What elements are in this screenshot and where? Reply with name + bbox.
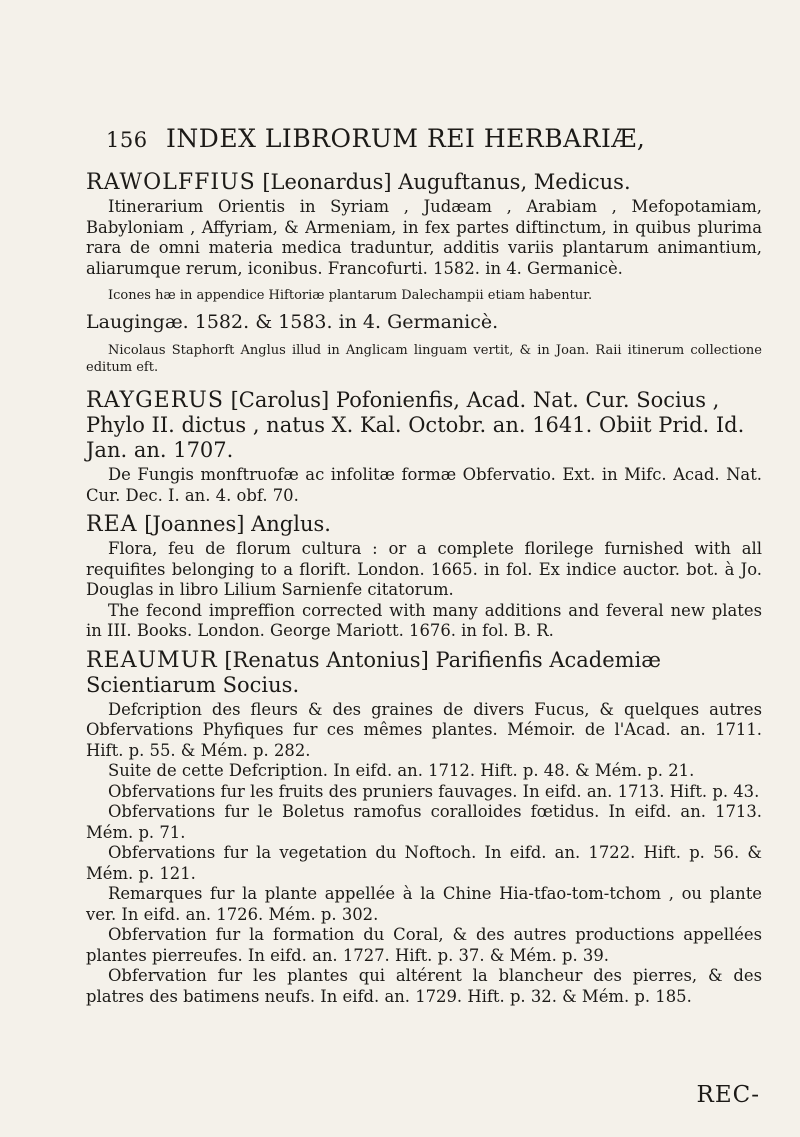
entry-paragraph: Obfervations fur les fruits des pruniers fauvages. In eifd. an. 1713. Hift. p. 43.: [108, 781, 760, 801]
entry-author-name: RAWOLFFIUS: [86, 170, 256, 195]
index-entry-rea: [86, 512, 762, 642]
entry-author-details: [Renatus Antonius] Parifienfis Academiæ Scientiarum Socius.: [86, 647, 662, 697]
entry-note: Icones hæ in appendice Hiftoriæ plantarum Dalechampii etiam habentur.: [108, 288, 593, 303]
index-entry-reaumur: [86, 648, 762, 1008]
index-entry-raygerus: [86, 388, 762, 506]
running-title: INDEX LIBRORUM REI HERBARIÆ,: [166, 124, 646, 153]
entry-paragraph: Obfervation fur les plantes qui altérent la blancheur des pierres, & des platres des batimens neufs. In eifd. an. 1729. Hift. p. 32. & Mém. p. 185.: [86, 966, 762, 1006]
entry-paragraph: De Fungis monftruofæ ac infolitæ formæ Obfervatio. Ext. in Mifc. Acad. Nat. Cur. Dec. I. an. 4. obf. 70.: [86, 465, 762, 505]
entry-heading: [86, 388, 762, 463]
entry-author-details: [Leonardus] Auguftanus, Medicus.: [255, 170, 631, 194]
entry-author-name: REA: [86, 512, 138, 537]
entry-author-details: [Joannes] Anglus.: [137, 512, 331, 536]
entry-paragraph: Itinerarium Orientis in Syriam , Judæam , Arabiam , Mefopotamiam, Babyloniam , Affyriam, & Armeniam, in fex partes diftinctum, in quibus plurima rara de omni materia medica traduntur, additis variis plantarum animantium, aliarumque rerum, iconibus. Francofurti. 1582. in 4. Germanicè.: [86, 197, 762, 278]
catchword: REC-: [696, 1082, 760, 1108]
entry-paragraph: Obfervations fur la vegetation du Noftoch. In eifd. an. 1722. Hift. p. 56. & Mém. p. 121.: [86, 843, 762, 883]
entry-paragraph: Suite de cette Defcription. In eifd. an. 1712. Hift. p. 48. & Mém. p. 21.: [108, 761, 695, 780]
entry-paragraph: Obfervation fur la formation du Coral, & des autres productions appellées plantes pierreufes. In eifd. an. 1727. Hift. p. 37. & Mém. p. 39.: [86, 925, 762, 965]
entry-heading: [86, 512, 762, 537]
entry-paragraph: The fecond impreffion corrected with many additions and feveral new plates in III. Books. London. George Mariott. 1676. in fol. B. R.: [86, 600, 762, 640]
index-entry-rawolffius: [86, 170, 762, 376]
entry-author-name: RAYGERUS: [86, 388, 224, 413]
page-number: 156: [106, 128, 148, 152]
entry-note: Nicolaus Staphorft Anglus illud in Anglicam linguam vertit, & in Joan. Raii itinerum collectione editum eft.: [86, 343, 762, 375]
entry-paragraph: Defcription des fleurs & des graines de divers Fucus, & quelques autres Obfervations Phyfiques fur ces mêmes plantes. Mémoir. de l'Acad. an. 1711. Hift. p. 55. & Mém. p. 282.: [86, 699, 762, 760]
entry-paragraph: Flora, feu de florum cultura : or a complete florilege furnished with all requifites belonging to a florift. London. 1665. in fol. Ex indice auctor. bot. à Jo. Douglas in libro Lilium Sarnienfe citatorum.: [86, 539, 762, 599]
index-content: [86, 170, 762, 1007]
running-head: [106, 124, 760, 153]
entry-author-name: REAUMUR: [86, 647, 218, 673]
entry-heading: [86, 648, 762, 698]
entry-heading: [86, 170, 762, 195]
entry-edition-line: Laugingæ. 1582. & 1583. in 4. Germanicè.: [86, 311, 499, 333]
entry-paragraph: Remarques fur la plante appellée à la Chine Hia-tfao-tom-tchom , ou plante ver. In eifd. an. 1726. Mém. p. 302.: [86, 884, 762, 924]
entry-author-details: [Carolus] Pofonienfis, Acad. Nat. Cur. Socius , Phylo II. dictus , natus X. Kal. Octobr. an. 1641. Obiit Prid. Id. Jan. an. 1707.: [86, 388, 745, 462]
entry-paragraph: Obfervations fur le Boletus ramofus coralloides fœtidus. In eifd. an. 1713. Mém. p. 71.: [86, 802, 762, 842]
